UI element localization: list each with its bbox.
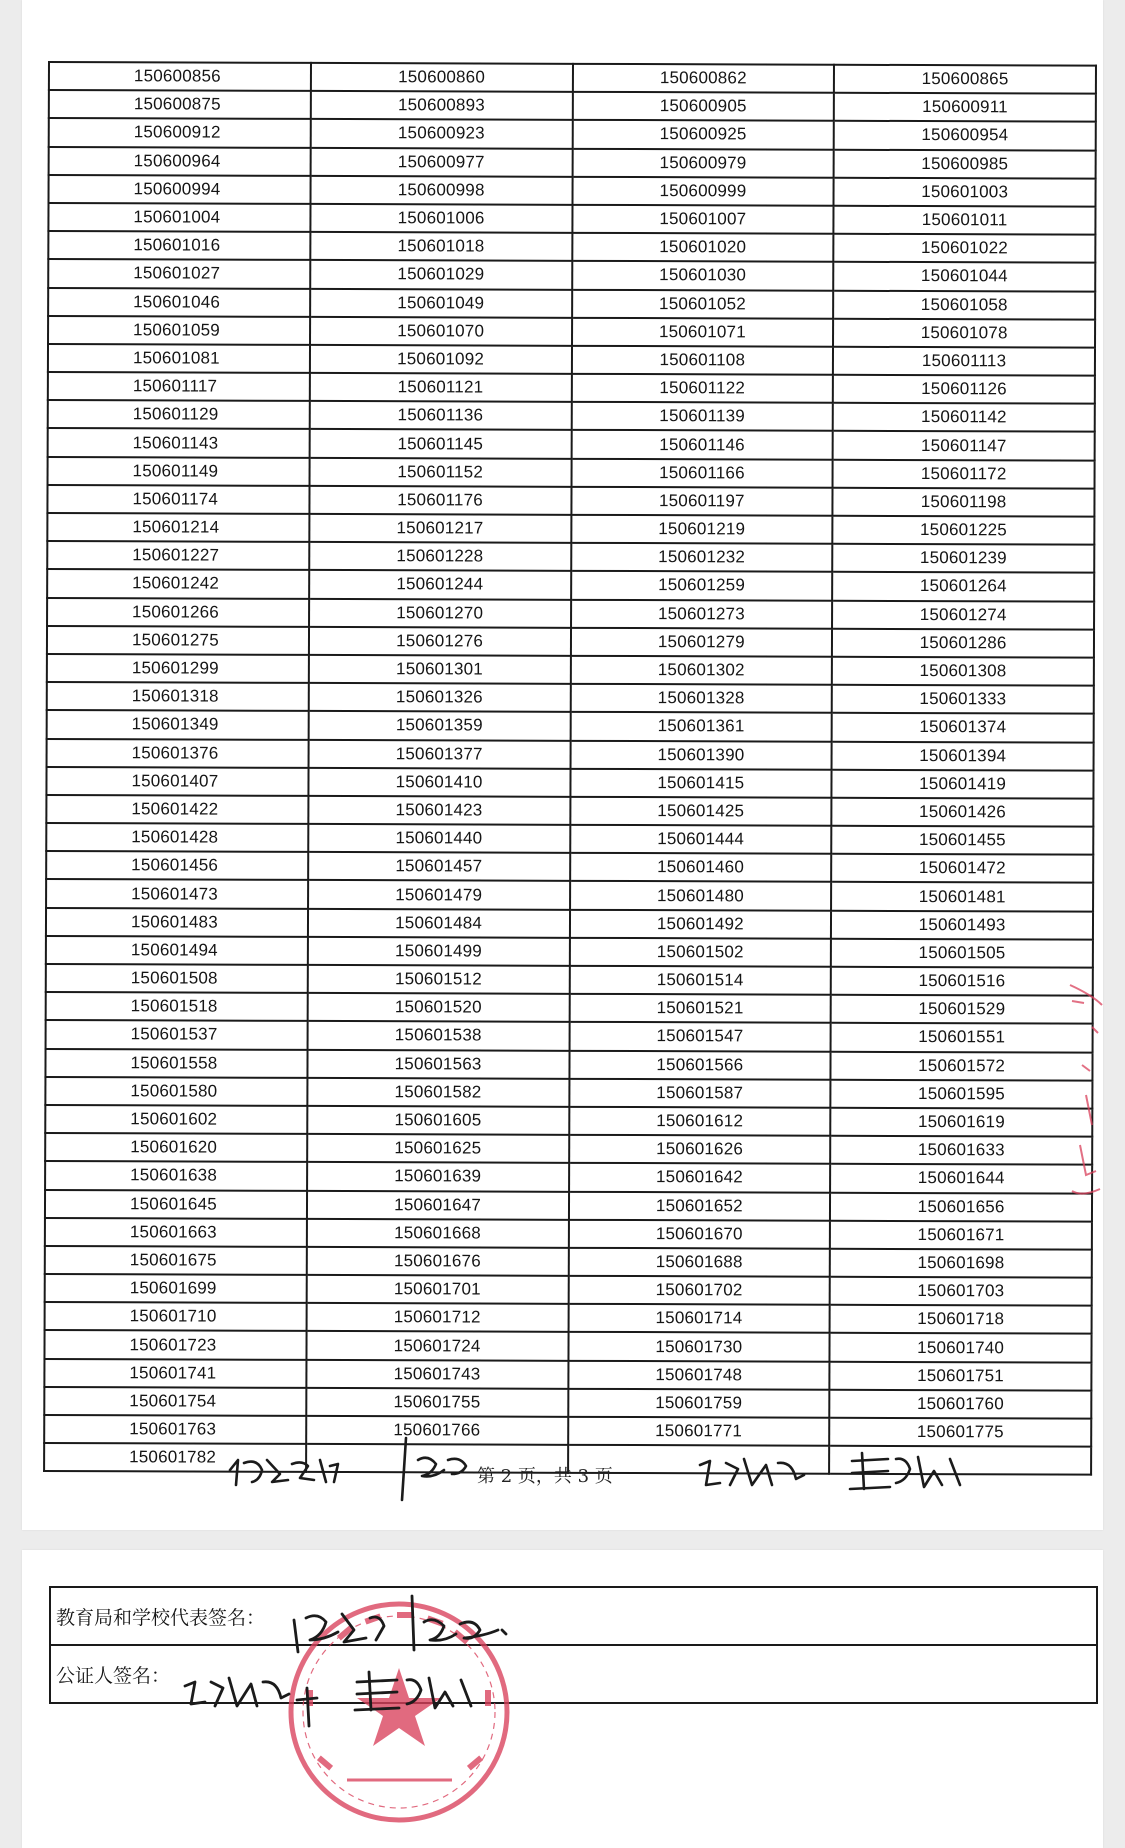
table-row — [47, 541, 1094, 573]
id-cell: 150601011 — [834, 206, 1096, 235]
id-cell: 150600985 — [834, 149, 1096, 178]
id-cell: 150601440 — [308, 824, 570, 853]
id-cell: 150601751 — [830, 1361, 1092, 1390]
id-cell: 150601374 — [832, 713, 1094, 742]
notary-handwritten-signature — [177, 1660, 507, 1740]
id-cell: 150600954 — [834, 121, 1096, 150]
id-cell: 150601537 — [46, 1020, 308, 1049]
id-cell: 150601619 — [831, 1108, 1093, 1137]
id-cell: 150601259 — [571, 571, 833, 600]
id-cell: 150601117 — [48, 372, 310, 401]
id-cell: 150601377 — [308, 739, 570, 768]
id-cell: 150601642 — [569, 1163, 831, 1192]
id-cell: 150601349 — [47, 710, 309, 739]
id-cell: 150601071 — [572, 318, 834, 347]
id-cell: 150601308 — [832, 657, 1094, 686]
table-row — [44, 1330, 1091, 1362]
id-cell: 150601217 — [309, 514, 571, 543]
id-cell: 150601078 — [833, 318, 1095, 347]
id-cell: 150601698 — [830, 1249, 1092, 1278]
id-cell: 150601286 — [832, 628, 1094, 657]
id-cell: 150601455 — [831, 826, 1093, 855]
id-cell: 150601122 — [571, 374, 833, 403]
id-cell: 150601763 — [44, 1415, 306, 1444]
id-cell: 150601326 — [308, 683, 570, 712]
id-cell: 150601049 — [310, 288, 572, 317]
id-cell: 150601730 — [568, 1332, 830, 1361]
id-cell: 150601743 — [306, 1360, 568, 1389]
id-cell: 150601394 — [832, 741, 1094, 770]
id-cell: 150601518 — [46, 992, 308, 1021]
id-cell: 150601516 — [831, 967, 1093, 996]
table-row — [45, 1133, 1092, 1165]
id-cell: 150601502 — [569, 938, 831, 967]
id-cell: 150601587 — [569, 1079, 831, 1108]
id-cell: 150601092 — [310, 345, 572, 374]
id-cell: 150601740 — [830, 1333, 1092, 1362]
id-cell: 150600860 — [311, 63, 573, 92]
id-cell: 150601176 — [309, 486, 571, 515]
id-cell: 150601390 — [570, 740, 832, 769]
id-cell: 150601052 — [572, 289, 834, 318]
education-handwritten-signature — [284, 1590, 644, 1660]
id-cell: 150600994 — [49, 175, 311, 204]
id-cell: 150601547 — [569, 1022, 831, 1051]
id-cell: 150600875 — [49, 90, 311, 119]
id-cell: 150601270 — [309, 598, 571, 627]
id-cell: 150601142 — [833, 403, 1095, 432]
table-row — [49, 147, 1096, 179]
id-cell: 150601675 — [45, 1246, 307, 1275]
id-cell: 150601724 — [306, 1331, 568, 1360]
id-cell: 150600977 — [310, 147, 572, 176]
table-row — [47, 569, 1094, 601]
id-cell: 150601520 — [307, 993, 569, 1022]
table-row — [45, 1161, 1092, 1193]
table-row — [47, 513, 1094, 545]
table-row — [48, 457, 1095, 489]
id-cell: 150601508 — [46, 964, 308, 993]
id-cell: 150601645 — [45, 1189, 307, 1218]
id-cell: 150601407 — [46, 767, 308, 796]
id-cell: 150601214 — [47, 513, 309, 542]
table-row — [48, 288, 1095, 320]
id-cell: 150601572 — [831, 1051, 1093, 1080]
id-cell: 150601481 — [831, 882, 1093, 911]
id-cell: 150601022 — [834, 234, 1096, 263]
id-cell: 150601512 — [307, 965, 569, 994]
id-cell: 150601126 — [833, 375, 1095, 404]
id-cell: 150601644 — [830, 1164, 1092, 1193]
id-cell: 150601219 — [571, 515, 833, 544]
table-row — [47, 710, 1094, 742]
id-cell: 150601766 — [306, 1416, 568, 1445]
id-cell: 150601521 — [569, 994, 831, 1023]
id-cell: 150601494 — [46, 936, 308, 965]
id-cell: 150601016 — [48, 231, 310, 260]
id-cell: 150601480 — [570, 881, 832, 910]
handwritten-signature-left — [222, 1430, 472, 1510]
id-cell: 150601712 — [306, 1303, 568, 1332]
id-cell: 150601699 — [45, 1274, 307, 1303]
id-cell: 150601145 — [309, 429, 571, 458]
id-cell: 150601129 — [48, 400, 310, 429]
page-number: 第 2 页，共 3 页 — [477, 1466, 613, 1487]
id-cell: 150600998 — [310, 176, 572, 205]
id-cell: 150601166 — [571, 458, 833, 487]
id-cell: 150601595 — [831, 1079, 1093, 1108]
id-cell: 150601760 — [830, 1390, 1092, 1419]
table-row — [46, 1020, 1093, 1052]
table-row — [47, 598, 1094, 630]
id-cell: 150601558 — [45, 1049, 307, 1078]
id-number-table — [43, 61, 1097, 1476]
id-cell: 150601444 — [570, 825, 832, 854]
id-cell: 150601007 — [572, 205, 834, 234]
id-cell: 150601688 — [568, 1248, 830, 1277]
table-row — [46, 851, 1093, 883]
id-cell: 150601328 — [570, 684, 832, 713]
id-cell: 150601225 — [833, 516, 1095, 545]
id-cell: 150601147 — [833, 431, 1095, 460]
id-cell: 150601046 — [48, 288, 310, 317]
id-cell: 150601376 — [47, 738, 309, 767]
id-cell: 150601602 — [45, 1105, 307, 1134]
id-cell: 150601227 — [47, 541, 309, 570]
id-cell: 150601612 — [569, 1107, 831, 1136]
id-cell: 150601625 — [307, 1134, 569, 1163]
id-cell: 150601059 — [48, 316, 310, 345]
id-table-body — [44, 62, 1096, 1475]
id-cell: 150601656 — [830, 1192, 1092, 1221]
notary-signature-label: 公证人签名： — [50, 1645, 1097, 1703]
id-cell: 150601551 — [831, 1023, 1093, 1052]
id-cell: 150601670 — [568, 1220, 830, 1249]
id-cell: 150600964 — [49, 147, 311, 176]
id-cell: 150601426 — [832, 798, 1094, 827]
table-row — [48, 231, 1095, 263]
table-row — [49, 62, 1096, 94]
id-cell: 150601754 — [44, 1387, 306, 1416]
id-cell: 150600862 — [572, 64, 834, 93]
id-cell: 150601081 — [48, 344, 310, 373]
id-cell: 150601563 — [307, 1049, 569, 1078]
id-cell: 150601232 — [571, 543, 833, 572]
table-row — [48, 400, 1095, 432]
id-cell: 150601228 — [309, 542, 571, 571]
id-cell: 150601718 — [830, 1305, 1092, 1334]
id-cell: 150601639 — [307, 1162, 569, 1191]
id-cell: 150601701 — [306, 1275, 568, 1304]
id-cell: 150601514 — [569, 966, 831, 995]
table-row — [45, 1302, 1092, 1334]
table-row — [48, 316, 1095, 348]
id-cell: 150601652 — [568, 1191, 830, 1220]
table-row — [45, 1049, 1092, 1081]
id-cell: 150601633 — [830, 1136, 1092, 1165]
id-cell: 150601108 — [571, 346, 833, 375]
id-cell: 150601279 — [570, 628, 832, 657]
id-cell: 150601139 — [571, 402, 833, 431]
id-cell: 150601264 — [832, 572, 1094, 601]
id-cell: 150601771 — [568, 1417, 830, 1446]
table-row — [47, 654, 1094, 686]
id-cell: 150601020 — [572, 233, 834, 262]
id-cell: 150601626 — [569, 1135, 831, 1164]
handwritten-signature-right — [692, 1445, 992, 1515]
id-cell: 150600925 — [572, 120, 834, 149]
id-cell: 150601136 — [309, 401, 571, 430]
table-row — [49, 90, 1096, 122]
id-cell: 150601333 — [832, 685, 1094, 714]
id-cell: 150601018 — [310, 232, 572, 261]
table-row — [49, 118, 1096, 150]
signature-page — [22, 1550, 1103, 1848]
id-cell: 150601027 — [48, 259, 310, 288]
id-cell: 150601302 — [570, 656, 832, 685]
id-cell: 150601428 — [46, 823, 308, 852]
id-cell: 150601172 — [833, 459, 1095, 488]
table-row — [47, 682, 1094, 714]
id-cell: 150601301 — [309, 655, 571, 684]
id-cell: 150601359 — [308, 711, 570, 740]
education-signature-label: 教育局和学校代表签名： — [50, 1587, 1097, 1645]
id-cell: 150600905 — [572, 92, 834, 121]
id-cell: 150600923 — [310, 119, 572, 148]
id-cell: 150601004 — [48, 203, 310, 232]
id-cell: 150601149 — [48, 457, 310, 486]
id-cell: 150601197 — [571, 487, 833, 516]
id-cell: 150601671 — [830, 1220, 1092, 1249]
id-cell: 150601460 — [570, 853, 832, 882]
id-cell: 150601415 — [570, 769, 832, 798]
id-cell: 150601703 — [830, 1277, 1092, 1306]
id-cell: 150601423 — [308, 796, 570, 825]
id-cell: 150601266 — [47, 598, 309, 627]
table-row — [46, 936, 1093, 968]
id-cell: 150601492 — [569, 909, 831, 938]
id-cell: 150600893 — [311, 91, 573, 120]
table-row — [47, 485, 1094, 517]
id-cell: 150601419 — [832, 769, 1094, 798]
id-cell: 150601276 — [309, 627, 571, 656]
id-cell: 150601425 — [570, 797, 832, 826]
id-cell: 150601605 — [307, 1106, 569, 1135]
id-cell: 150601663 — [45, 1218, 307, 1247]
id-cell: 150600865 — [834, 65, 1096, 94]
id-cell: 150601457 — [308, 852, 570, 881]
id-cell: 150601676 — [307, 1247, 569, 1276]
id-cell: 150601299 — [47, 654, 309, 683]
id-cell: 150601058 — [833, 290, 1095, 319]
id-cell: 150601456 — [46, 851, 308, 880]
id-cell: 150600979 — [572, 148, 834, 177]
table-row — [49, 175, 1096, 207]
table-row — [48, 344, 1095, 376]
id-cell: 150601121 — [310, 373, 572, 402]
id-cell: 150601318 — [47, 682, 309, 711]
id-cell: 150601702 — [568, 1276, 830, 1305]
id-cell: 150601361 — [570, 712, 832, 741]
id-cell: 150601499 — [308, 937, 570, 966]
id-cell: 150601006 — [310, 204, 572, 233]
id-cell: 150600999 — [572, 177, 834, 206]
id-cell: 150601244 — [309, 570, 571, 599]
id-cell: 150601647 — [307, 1190, 569, 1219]
table-row — [45, 1274, 1092, 1306]
table-row — [45, 1189, 1092, 1221]
table-row — [44, 1359, 1091, 1391]
id-cell: 150601668 — [307, 1219, 569, 1248]
id-cell: 150601030 — [572, 261, 834, 290]
table-row — [46, 964, 1093, 996]
document-page-2 — [22, 0, 1103, 1530]
id-cell: 150601275 — [47, 626, 309, 655]
id-cell: 150601473 — [46, 879, 308, 908]
id-cell: 150601003 — [834, 177, 1096, 206]
id-cell: 150601273 — [571, 599, 833, 628]
table-row — [44, 1415, 1091, 1447]
id-cell: 150601529 — [831, 995, 1093, 1024]
id-cell: 150601493 — [831, 910, 1093, 939]
id-cell: 150601484 — [308, 909, 570, 938]
table-row — [45, 1105, 1092, 1137]
id-cell: 150601152 — [309, 458, 571, 487]
table-row — [45, 1246, 1092, 1278]
seal-fragment-edge — [1062, 975, 1112, 1215]
id-cell: 150601755 — [306, 1388, 568, 1417]
table-row — [46, 767, 1093, 799]
id-cell: 150600912 — [49, 118, 311, 147]
table-row — [48, 203, 1095, 235]
id-cell: 150601198 — [833, 488, 1095, 517]
table-row — [47, 738, 1094, 770]
id-cell: 150601723 — [44, 1330, 306, 1359]
id-cell: 150601710 — [45, 1302, 307, 1331]
id-cell: 150601638 — [45, 1161, 307, 1190]
id-cell: 150601242 — [47, 569, 309, 598]
id-cell: 150600856 — [49, 62, 311, 91]
id-cell: 150601479 — [308, 880, 570, 909]
table-row — [46, 823, 1093, 855]
id-cell: 150601775 — [829, 1418, 1091, 1447]
table-row — [48, 372, 1095, 404]
id-cell: 150601759 — [568, 1389, 830, 1418]
table-row — [45, 1218, 1092, 1250]
id-cell: 150601741 — [44, 1359, 306, 1388]
table-row — [46, 992, 1093, 1024]
id-cell: 150601472 — [831, 854, 1093, 883]
table-row — [48, 428, 1095, 460]
id-cell: 150601174 — [47, 485, 309, 514]
id-cell: 150601410 — [308, 768, 570, 797]
id-cell: 150601582 — [307, 1078, 569, 1107]
id-cell: 150601239 — [832, 544, 1094, 573]
id-cell: 150601580 — [45, 1077, 307, 1106]
id-cell: 150601029 — [310, 260, 572, 289]
id-cell: 150601070 — [310, 317, 572, 346]
table-row — [44, 1387, 1091, 1419]
id-cell: 150601274 — [832, 600, 1094, 629]
table-row — [46, 795, 1093, 827]
table-row — [45, 1077, 1092, 1109]
id-cell: 150601566 — [569, 1050, 831, 1079]
id-cell: 150601538 — [307, 1021, 569, 1050]
id-cell: 150601146 — [571, 430, 833, 459]
table-row — [48, 259, 1095, 291]
id-cell: 150601422 — [46, 795, 308, 824]
id-cell: 150601748 — [568, 1360, 830, 1389]
id-cell: 150601483 — [46, 908, 308, 937]
id-cell: 150601782 — [44, 1443, 306, 1472]
table-row — [46, 879, 1093, 911]
id-cell: 150601505 — [831, 939, 1093, 968]
id-cell: 150600911 — [834, 93, 1096, 122]
id-cell: 150601620 — [45, 1133, 307, 1162]
table-row — [46, 908, 1093, 940]
id-cell: 150601143 — [48, 428, 310, 457]
table-row — [47, 626, 1094, 658]
id-cell: 150601113 — [833, 347, 1095, 376]
id-cell: 150601714 — [568, 1304, 830, 1333]
id-cell: 150601044 — [833, 262, 1095, 291]
